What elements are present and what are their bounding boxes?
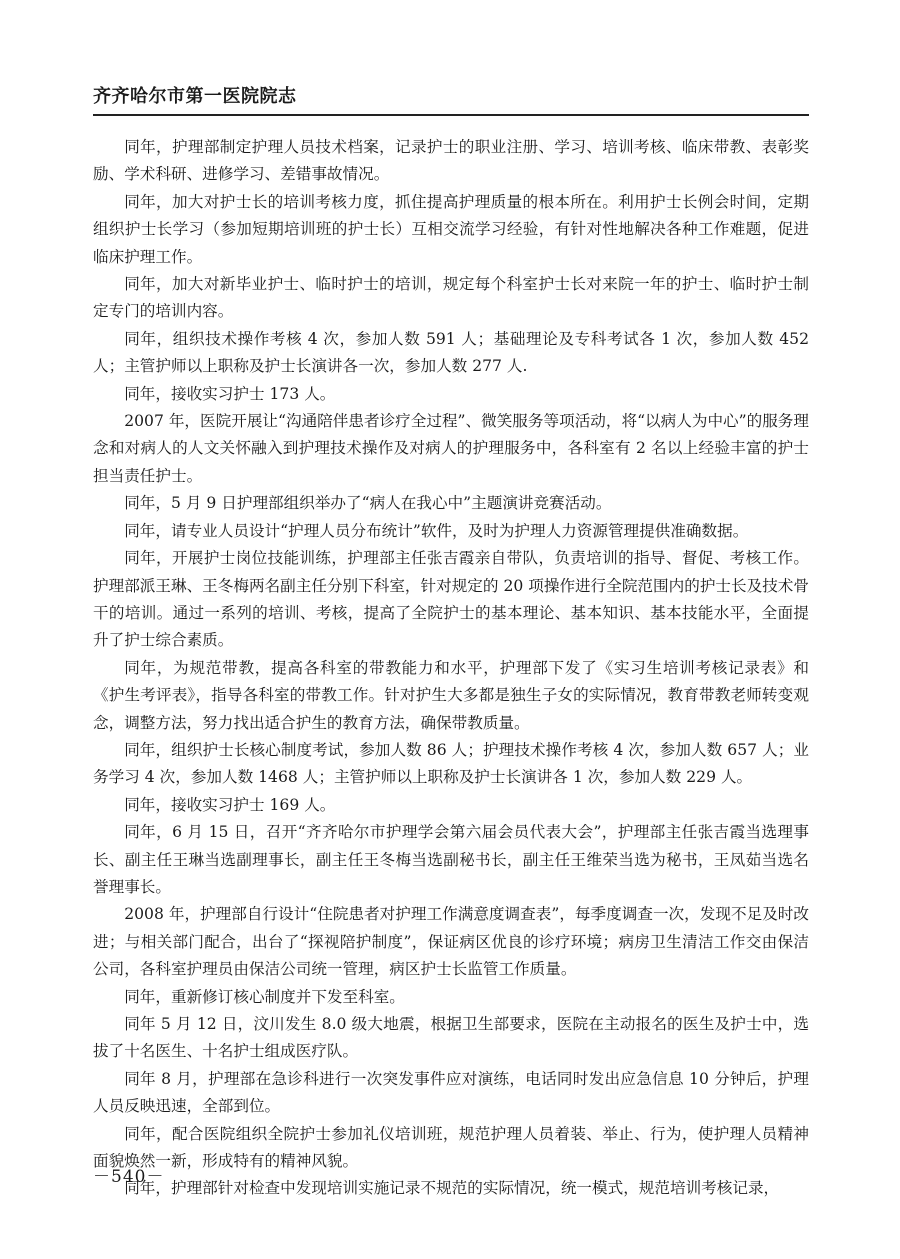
paragraph: 同年，护理部针对检查中发现培训实施记录不规范的实际情况，统一模式，规范培训考核记录， (124, 1179, 780, 1198)
paragraph: 同年，为规范带教，提高各科室的带教能力和水平，护理部下发了《实习生培训考核记录表》和《护生考评表》，指导各科室的带教工作。针对护生大多都是独生子女的实际情况，教育带教老师转变观念，调整方法，努力找出适合护生的教育方法，确保带教质量。 (93, 658, 809, 732)
paragraph: 同年，护理部制定护理人员技术档案，记录护士的职业注册、学习、培训考核、临床带教、表彰奖励、学术科研、进修学习、差错事故情况。 (93, 138, 809, 184)
paragraph: 同年，接收实习护士 173 人。 (124, 384, 336, 403)
paragraph: 同年 8 月，护理部在急诊科进行一次突发事件应对演练，电话同时发出应急信息 10 分钟后，护理人员反映迅速，全部到位。 (93, 1069, 809, 1116)
paragraph: 同年，配合医院组织全院护士参加礼仪培训班，规范护理人员着装、举止、行为，使护理人员精神面貌焕然一新，形成特有的精神风貌。 (93, 1124, 809, 1171)
paragraph: 同年，组织护士长核心制度考试，参加人数 86 人；护理技术操作考核 4 次，参加人数 657 人；业务学习 4 次，参加人数 1468 人；主管护师以上职称及护士长演讲各 1 次，参加人数 229 人。 (93, 740, 809, 787)
paragraph: 同年，组织技术操作考核 4 次，参加人数 591 人；基础理论及专科考试各 1 次，参加人数 452 人；主管护师以上职称及护士长演讲各一次，参加人数 277 人. (93, 329, 809, 376)
paragraph: 同年，加大对护士长的培训考核力度，抓住提高护理质量的根本所在。利用护士长例会时间，定期组织护士长学习（参加短期培训班的护士长）互相交流学习经验，有针对性地解决各种工作难题，促进临床护理工作。 (93, 192, 809, 266)
page-number: －540－ (93, 1167, 165, 1187)
body-text (93, 134, 809, 1203)
paragraph: 同年，6 月 15 日，召开“齐齐哈尔市护理学会第六届会员代表大会”，护理部主任张吉霞当选理事长、副主任王琳当选副理事长，副主任王冬梅当选副秘书长，副主任王维荣当选为秘书，王凤茹当选名誉理事长。 (93, 823, 809, 896)
paragraph: 2007 年，医院开展让“沟通陪伴患者诊疗全过程”、微笑服务等项活动，将“以病人为中心”的服务理念和对病人的人文关怀融入到护理技术操作及对病人的护理服务中，各科室有 2 名以上经验丰富的护士担当责任护士。 (93, 412, 809, 485)
book-title: 齐齐哈尔市第一医院院志 (93, 86, 297, 107)
paragraph: 同年，重新修订核心制度并下发至科室。 (124, 987, 405, 1006)
paragraph: 同年 5 月 12 日，汶川发生 8.0 级大地震，根据卫生部要求，医院在主动报名的医生及护士中，选拔了十名医生、十名护士组成医疗队。 (93, 1015, 809, 1061)
paragraph: 同年，接收实习护士 169 人。 (124, 795, 336, 814)
paragraph: 2008 年，护理部自行设计“住院患者对护理工作满意度调查表”，每季度调查一次，发现不足及时改进；与相关部门配合，出台了“探视陪护制度”，保证病区优良的诊疗环境；病房卫生清洁工作交由保洁公司，各科室护理员由保洁公司统一管理，病区护士长监管工作质量。 (93, 905, 809, 979)
running-header (93, 86, 809, 116)
header-divider (93, 114, 809, 116)
paragraph: 同年，5 月 9 日护理部组织举办了“病人在我心中”主题演讲竞赛活动。 (124, 494, 612, 513)
paragraph: 同年，加大对新毕业护士、临时护士的培训，规定每个科室护士长对来院一年的护士、临时护士制定专门的培训内容。 (93, 275, 809, 321)
paragraph: 同年，请专业人员设计“护理人员分布统计”软件，及时为护理人力资源管理提供准确数据。 (124, 521, 749, 540)
paragraph: 同年，开展护士岗位技能训练，护理部主任张吉霞亲自带队，负责培训的指导、督促、考核工作。护理部派王琳、王冬梅两名副主任分别下科室，针对规定的 20 项操作进行全院范围内的护士长及技术骨干的培训。通过一系列的培训、考核，提高了全院护士的基本理论、基本知识、基本技能水平，全面提升了护士综合素质。 (93, 549, 809, 650)
